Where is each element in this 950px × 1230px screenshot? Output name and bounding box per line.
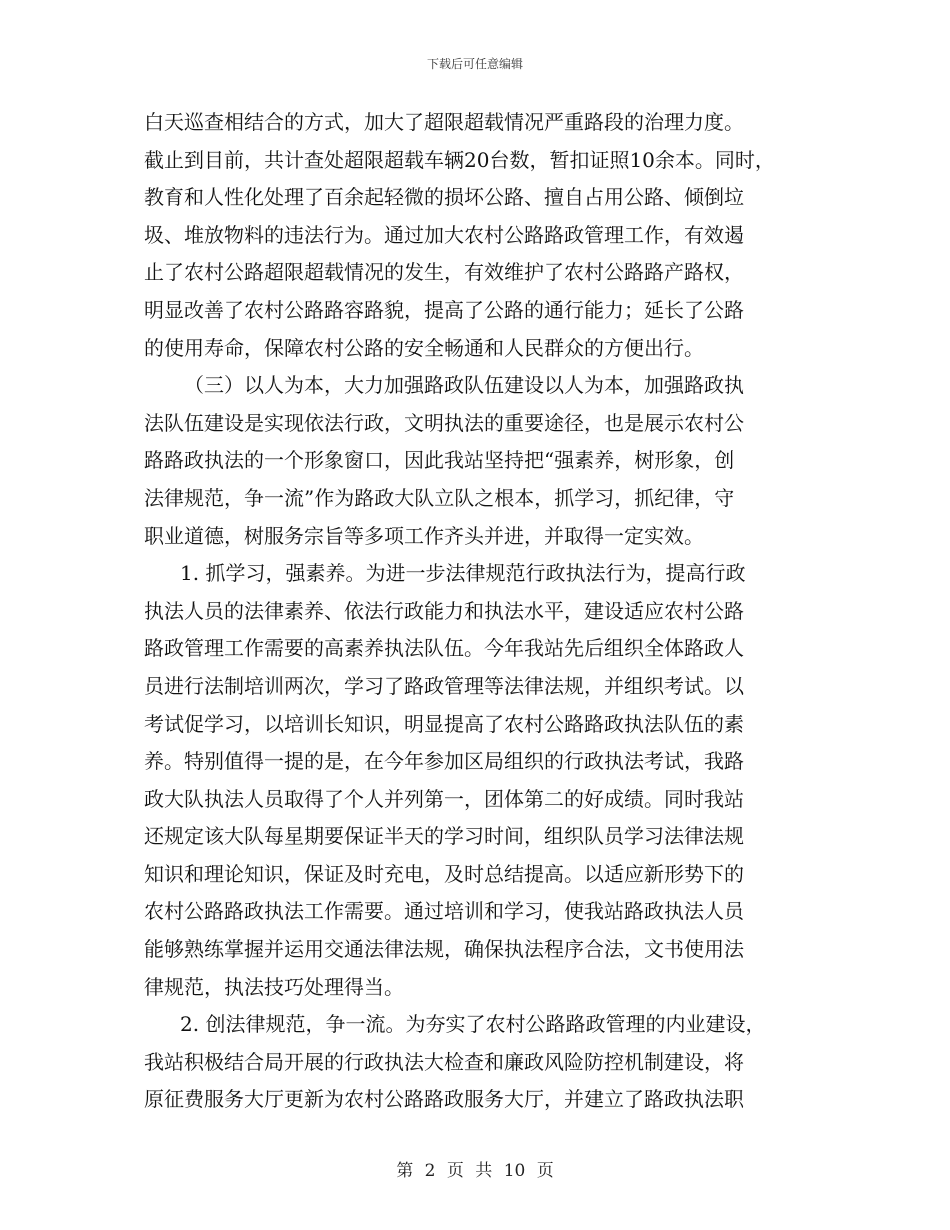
text-line: 还规定该大队每星期要保证半天的学习时间，组织队员学习法律法规 [144, 824, 744, 849]
text-line: 的使用寿命，保障农村公路的安全畅通和人民群众的方便出行。 [144, 335, 704, 360]
paragraph-heading-line: （三）以人为本，大力加强路政队伍建设以人为本，加强路政执 [184, 373, 744, 398]
text-line: 圾、堆放物料的违法行为。通过加大农村公路路政管理工作，有效遏 [144, 222, 744, 247]
text-line: 养。特别值得一提的是，在今年参加区局组织的行政执法考试，我路 [144, 749, 744, 774]
text-line: 明显改善了农村公路路容路貌，提高了公路的通行能力；延长了公路 [144, 297, 744, 322]
text-line: 原征费服务大厅更新为农村公路路政服务大厅，并建立了路政执法职 [144, 1087, 744, 1112]
text-line: 政大队执法人员取得了个人并列第一，团体第二的好成绩。同时我站 [144, 786, 744, 811]
text-line: 截止到目前，共计查处超限超载车辆20台数，暂扣证照10余本。同时， [144, 147, 775, 172]
text-line: 农村公路路政执法工作需要。通过培训和学习，使我站路政执法人员 [144, 899, 744, 924]
text-line: 路政管理工作需要的高素养执法队伍。今年我站先后组织全体路政人 [144, 636, 744, 661]
text-line: 执法人员的法律素养、依法行政能力和执法水平，建设适应农村公路 [144, 598, 744, 623]
paragraph-heading-line: 1. 抓学习，强素养。为进一步法律规范行政执法行为，提高行政 [180, 561, 746, 586]
text-line: 止了农村公路超限超载情况的发生，有效维护了农村公路路产路权， [144, 260, 744, 285]
text-line: 教育和人性化处理了百余起轻微的损坏公路、擅自占用公路、倾倒垃 [144, 185, 744, 210]
text-line: 知识和理论知识，保证及时充电，及时总结提高。以适应新形势下的 [144, 861, 744, 886]
page-header-note: 下载后可任意编辑 [426, 57, 523, 71]
text-line: 能够熟练掌握并运用交通法律法规，确保执法程序合法，文书使用法 [144, 937, 744, 962]
document-body [144, 104, 824, 1119]
text-line: 律规范，执法技巧处理得当。 [144, 974, 404, 999]
text-line: 我站积极结合局开展的行政执法大检查和廉政风险防控机制建设，将 [144, 1049, 744, 1074]
text-line: 员进行法制培训两次，学习了路政管理等法律法规，并组织考试。以 [144, 673, 744, 698]
text-line: 路路政执法的一个形象窗口，因此我站坚持把“强素养，树形象，创 [144, 448, 735, 473]
text-line: 法队伍建设是实现依法行政，文明执法的重要途径，也是展示农村公 [144, 410, 744, 435]
text-line: 考试促学习，以培训长知识，明显提高了农村公路路政执法队伍的素 [144, 711, 744, 736]
text-line: 职业道德，树服务宗旨等多项工作齐头并进，并取得一定实效。 [144, 523, 704, 548]
text-line: 法律规范，争一流”作为路政大队立队之根本，抓学习，抓纪律，守 [144, 485, 735, 510]
page-number: 第 2 页 共 10 页 [396, 1161, 554, 1181]
text-line: 白天巡查相结合的方式，加大了超限超载情况严重路段的治理力度。 [144, 110, 744, 134]
paragraph-heading-line: 2. 创法律规范，争一流。为夯实了农村公路路政管理的内业建设， [180, 1012, 766, 1037]
